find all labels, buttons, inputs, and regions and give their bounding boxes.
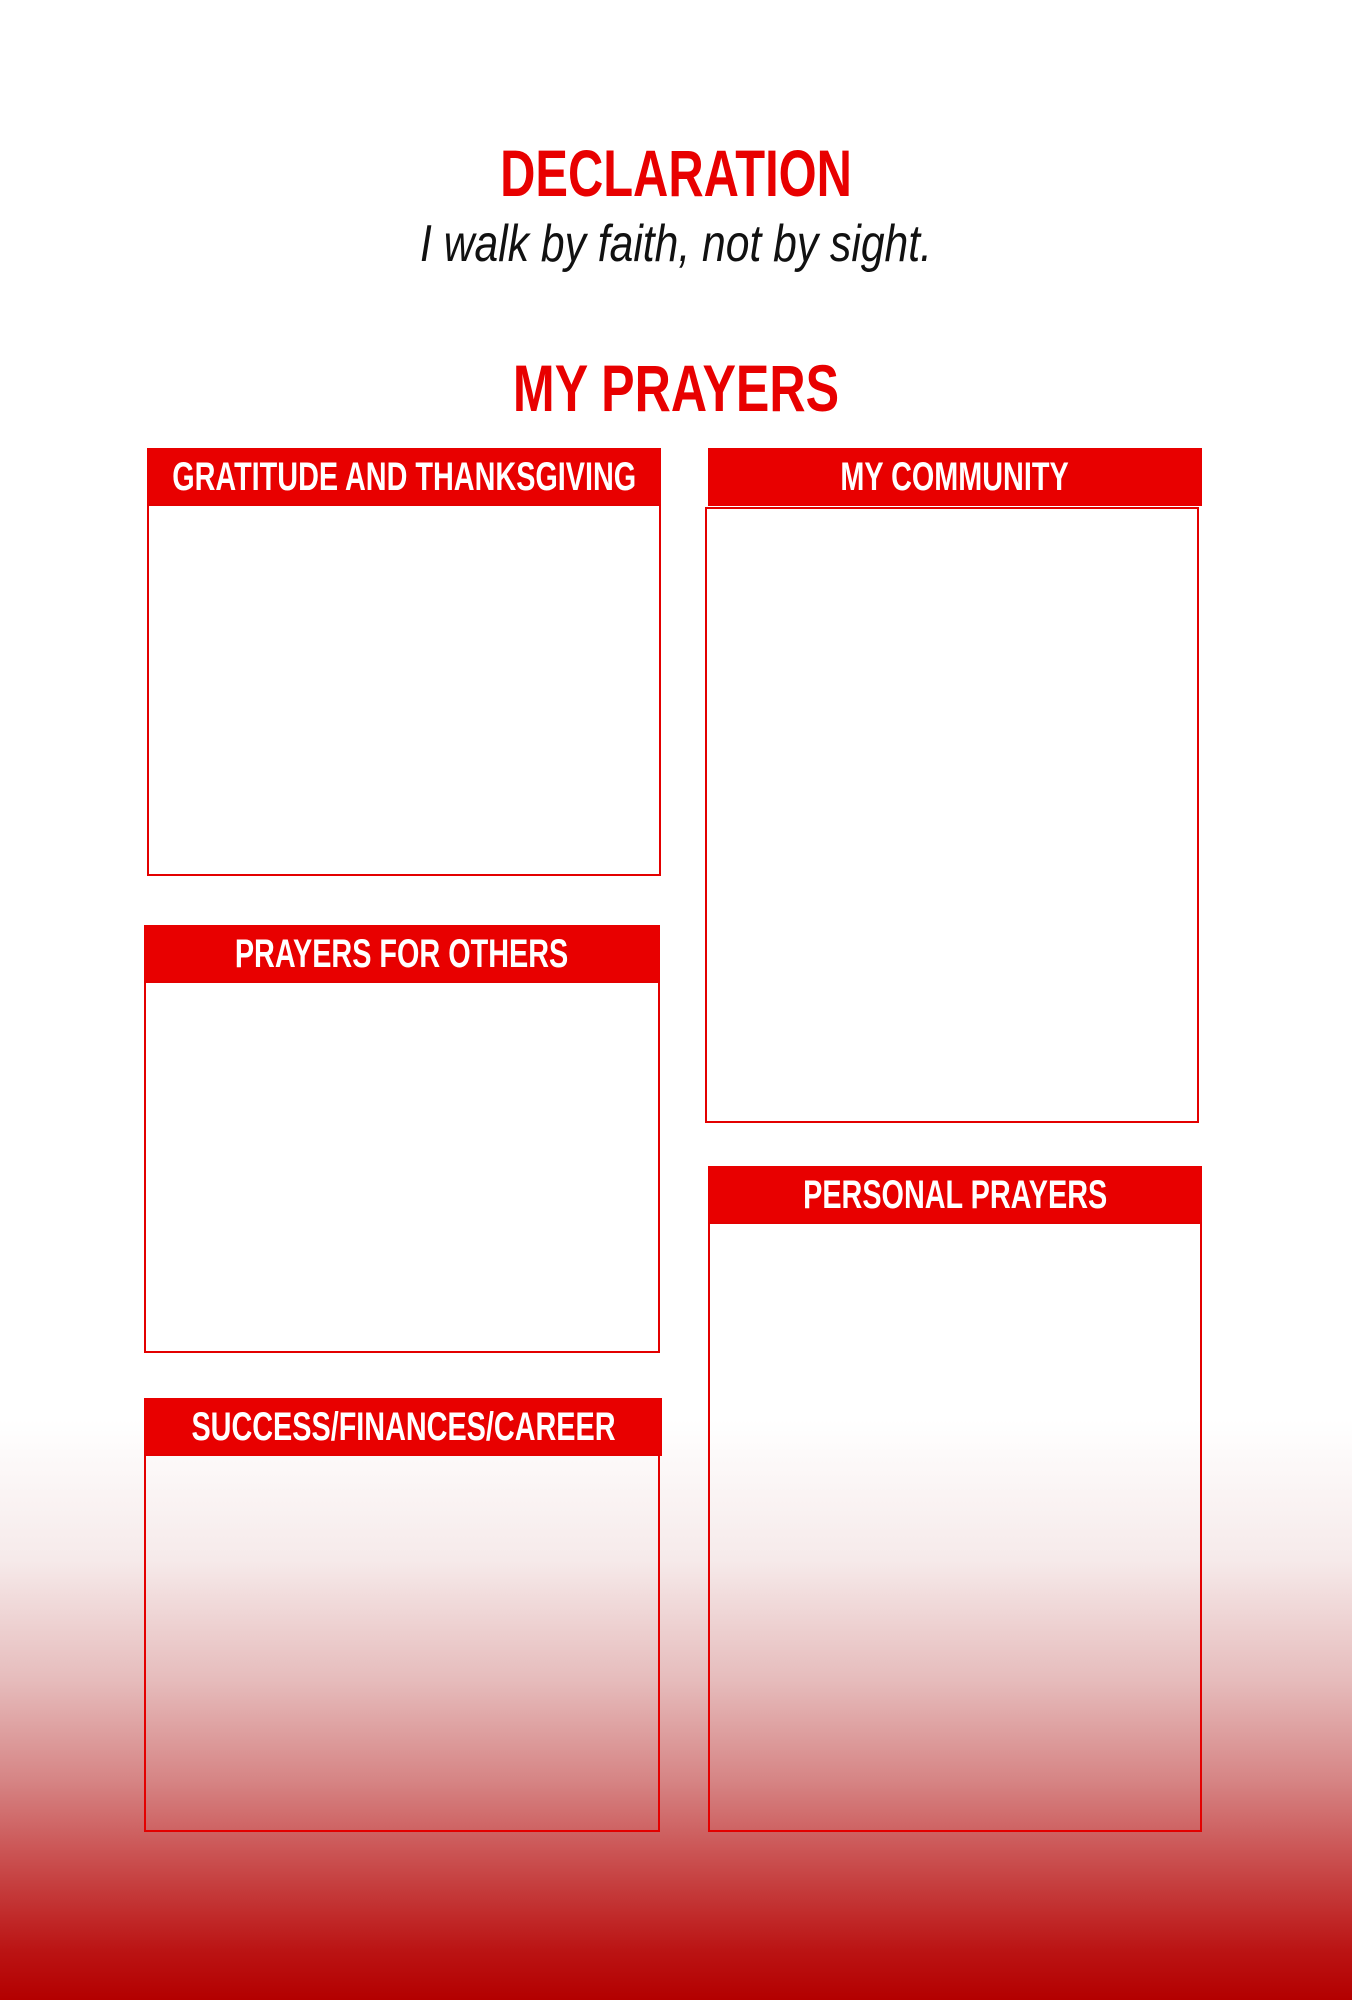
declaration-text: I walk by faith, not by sight. [420, 215, 932, 273]
section-community-label: MY COMMUNITY [840, 455, 1070, 499]
section-others-header [144, 925, 660, 983]
section-gratitude-writing-area[interactable] [147, 504, 661, 876]
section-gratitude-label: GRATITUDE AND THANKSGIVING [172, 455, 636, 499]
section-others-label: PRAYERS FOR OTHERS [235, 932, 569, 976]
section-gratitude-header [147, 448, 661, 506]
section-others-writing-area[interactable] [144, 981, 660, 1353]
section-success-header [144, 1398, 662, 1456]
section-community-writing-area[interactable] [705, 507, 1199, 1123]
declaration-title: DECLARATION [500, 136, 852, 210]
section-personal-header [708, 1166, 1202, 1224]
section-community-header [708, 448, 1202, 506]
section-personal-label: PERSONAL PRAYERS [802, 1173, 1108, 1217]
section-success-writing-area[interactable] [144, 1454, 660, 1832]
section-success-label: SUCCESS/FINANCES/CAREER [190, 1405, 616, 1449]
section-personal-writing-area[interactable] [708, 1222, 1202, 1832]
my-prayers-title: MY PRAYERS [512, 351, 840, 425]
